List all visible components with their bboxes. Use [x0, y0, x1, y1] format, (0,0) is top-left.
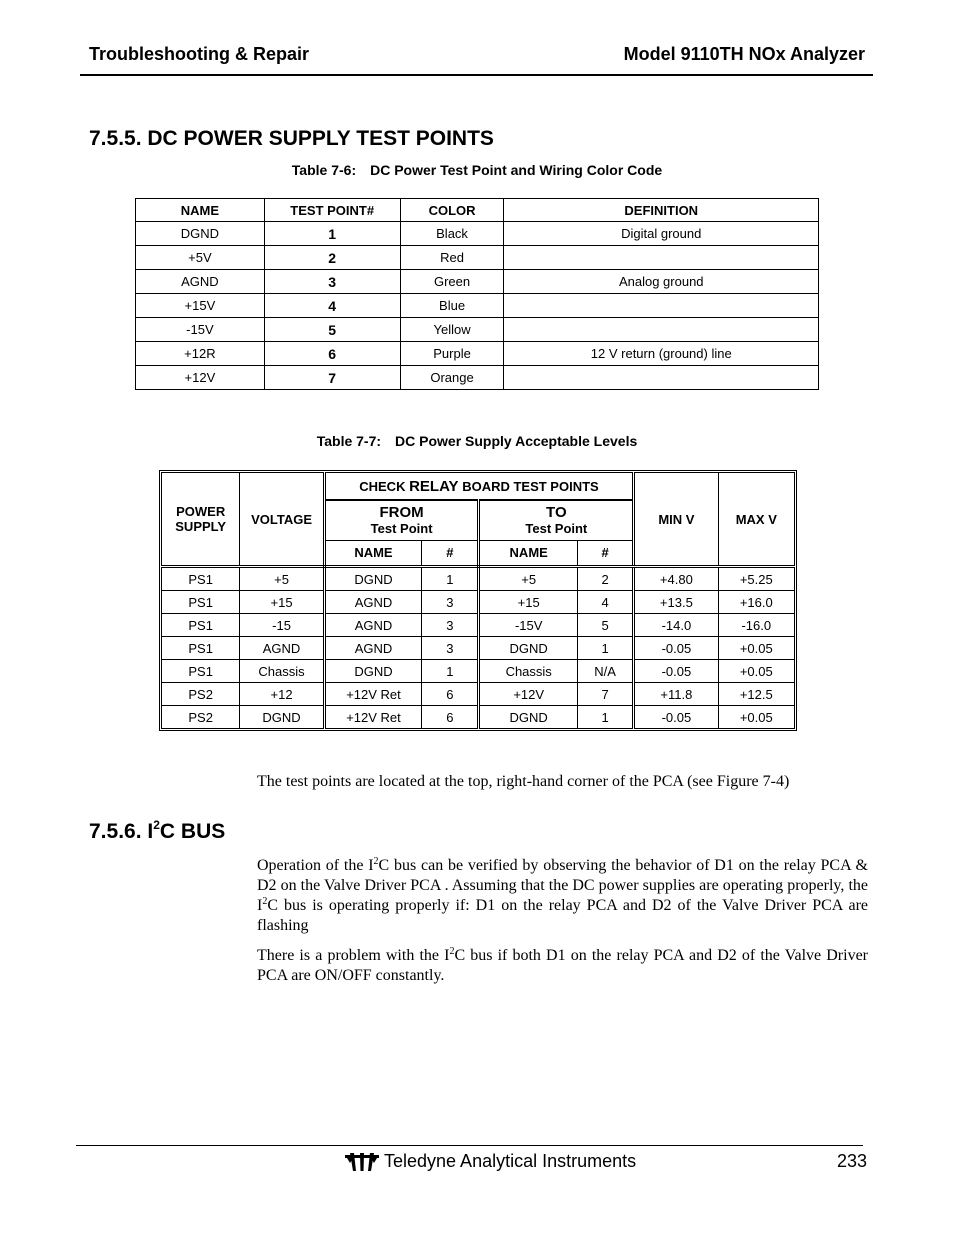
cell-name: +5V [136, 246, 265, 270]
cell-min-v: -14.0 [634, 614, 718, 637]
cell-max-v: +0.05 [718, 660, 794, 683]
test-point-location-note: The test points are located at the top, right-hand corner of the PCA (see Figure 7-4) [257, 773, 790, 790]
section-title-i2c-bus [89, 820, 225, 844]
cell-voltage: DGND [240, 706, 324, 729]
cell-definition [504, 318, 819, 342]
table-row [162, 660, 795, 683]
table-row [162, 614, 795, 637]
table-row [136, 270, 819, 294]
cell-voltage: +5 [240, 567, 324, 591]
cell-power-supply: PS2 [162, 683, 240, 706]
cell-voltage: AGND [240, 637, 324, 660]
cell-max-v: +0.05 [718, 706, 794, 729]
running-header-model: Model 9110TH NOx Analyzer [623, 44, 865, 64]
table-7-7-caption [0, 433, 954, 449]
col-header-max-v: MAX V [718, 473, 794, 567]
cell-to-num: 1 [577, 637, 633, 660]
col-header-test-point: TEST POINT# [264, 199, 400, 222]
header-rule [80, 74, 873, 76]
relay-label: RELAY [409, 477, 459, 495]
table-row [136, 318, 819, 342]
cell-to-num: 1 [577, 706, 633, 729]
cell-to-name: +12V [479, 683, 577, 706]
cell-test-point: 5 [264, 318, 400, 342]
col-header-from-name: NAME [324, 540, 421, 566]
cell-test-point: 7 [264, 366, 400, 390]
col-header-to-num: # [577, 540, 633, 566]
p2-superscript: 2 [449, 946, 455, 957]
table-7-6-caption-number: Table 7-6: [291, 162, 357, 178]
cell-max-v: +12.5 [718, 683, 794, 706]
board-test-points-label: BOARD TEST POINTS [462, 478, 599, 494]
cell-power-supply: PS1 [162, 567, 240, 591]
cell-from-num: 3 [422, 591, 479, 614]
cell-power-supply: PS1 [162, 637, 240, 660]
cell-max-v: -16.0 [718, 614, 794, 637]
cell-to-name: Chassis [479, 660, 577, 683]
cell-definition [504, 246, 819, 270]
cell-from-num: 3 [422, 637, 479, 660]
section-title-prefix: 7.5.6. I [89, 820, 154, 843]
cell-name: DGND [136, 222, 265, 246]
from-label: FROM [379, 504, 424, 522]
cell-voltage: +12 [240, 683, 324, 706]
table-header-row [162, 473, 795, 501]
p2-part-b: C bus if both D1 on the relay PCA and D2 of the Valve Driver PCA are ON/OFF constantly. [257, 947, 869, 984]
cell-color: Black [400, 222, 504, 246]
cell-name: -15V [136, 318, 265, 342]
col-header-power-supply [162, 473, 240, 567]
table-row [162, 567, 795, 591]
p1-part-c: C bus is operating properly if: D1 on the relay PCA and D2 of the Valve Driver PCA are flashing [257, 897, 868, 934]
cell-color: Orange [400, 366, 504, 390]
group-header-from [324, 500, 479, 540]
p2-part-a: There is a problem with the I [257, 947, 450, 964]
cell-to-name: -15V [479, 614, 577, 637]
cell-power-supply: PS1 [162, 591, 240, 614]
table-7-6-caption-text: DC Power Test Point and Wiring Color Code [370, 162, 663, 178]
cell-test-point: 4 [264, 294, 400, 318]
table-header-row [136, 199, 819, 222]
section-title-dc-power: 7.5.5. DC POWER SUPPLY TEST POINTS [89, 127, 494, 150]
p1-superscript-1: 2 [373, 856, 379, 867]
cell-test-point: 1 [264, 222, 400, 246]
cell-from-name: +12V Ret [324, 706, 421, 729]
col-header-power-line2: SUPPLY [175, 519, 227, 534]
cell-color: Blue [400, 294, 504, 318]
table-power-supply-levels [161, 472, 795, 729]
cell-color: Green [400, 270, 504, 294]
cell-definition: 12 V return (ground) line [504, 342, 819, 366]
table-row [162, 637, 795, 660]
table-row [162, 706, 795, 729]
cell-voltage: -15 [240, 614, 324, 637]
col-header-voltage: VOLTAGE [240, 473, 324, 567]
col-header-from-num: # [422, 540, 479, 566]
cell-to-num: 7 [577, 683, 633, 706]
cell-min-v: -0.05 [634, 706, 718, 729]
cell-min-v: +4.80 [634, 567, 718, 591]
table-dc-test-points [135, 198, 819, 390]
cell-to-name: DGND [479, 706, 577, 729]
cell-to-name: +5 [479, 567, 577, 591]
cell-max-v: +0.05 [718, 637, 794, 660]
cell-from-name: +12V Ret [324, 683, 421, 706]
footer-rule [76, 1145, 863, 1146]
cell-max-v: +16.0 [718, 591, 794, 614]
cell-power-supply: PS1 [162, 660, 240, 683]
cell-to-name: DGND [479, 637, 577, 660]
cell-color: Purple [400, 342, 504, 366]
p1-part-b: C bus can be verified by observing the behavior of D1 on the relay PCA & D2 on the Valve Driver PCA . Assuming that the DC power supplies are operating properly, the I [257, 857, 869, 914]
cell-name: +12R [136, 342, 265, 366]
table-power-levels-frame [159, 470, 797, 731]
cell-min-v: -0.05 [634, 637, 718, 660]
cell-to-num: 4 [577, 591, 633, 614]
i2c-paragraph-2 [257, 946, 868, 986]
page-number: 233 [836, 1151, 867, 1171]
cell-test-point: 6 [264, 342, 400, 366]
table-row [162, 591, 795, 614]
cell-color: Red [400, 246, 504, 270]
cell-from-num: 6 [422, 706, 479, 729]
cell-to-num: N/A [577, 660, 633, 683]
section-title-suffix: C BUS [159, 820, 226, 843]
cell-from-num: 1 [422, 660, 479, 683]
footer-company: Teledyne Analytical Instruments [384, 1151, 637, 1171]
cell-from-num: 6 [422, 683, 479, 706]
cell-min-v: +13.5 [634, 591, 718, 614]
col-header-definition: DEFINITION [504, 199, 819, 222]
i2c-paragraph-1 [257, 856, 868, 936]
check-label: CHECK [359, 478, 406, 494]
cell-from-name: DGND [324, 660, 421, 683]
table-row [136, 222, 819, 246]
cell-name: +12V [136, 366, 265, 390]
table-7-7-caption-text: DC Power Supply Acceptable Levels [395, 433, 638, 449]
cell-from-name: AGND [324, 637, 421, 660]
cell-definition: Analog ground [504, 270, 819, 294]
to-label: TO [546, 504, 567, 522]
col-header-to-name: NAME [479, 540, 577, 566]
cell-voltage: +15 [240, 591, 324, 614]
cell-definition [504, 366, 819, 390]
cell-from-name: AGND [324, 614, 421, 637]
cell-power-supply: PS1 [162, 614, 240, 637]
cell-to-name: +15 [479, 591, 577, 614]
col-header-color: COLOR [400, 199, 504, 222]
group-header-to [479, 500, 634, 540]
teledyne-logo-icon [345, 1151, 379, 1171]
cell-name: +15V [136, 294, 265, 318]
table-7-7-caption-number: Table 7-7: [316, 433, 382, 449]
p1-superscript-2: 2 [262, 896, 268, 907]
table-row [162, 683, 795, 706]
col-header-name: NAME [136, 199, 265, 222]
cell-voltage: Chassis [240, 660, 324, 683]
cell-power-supply: PS2 [162, 706, 240, 729]
table-row [136, 294, 819, 318]
cell-max-v: +5.25 [718, 567, 794, 591]
cell-to-num: 2 [577, 567, 633, 591]
group-header-check-relay [324, 473, 633, 501]
cell-to-num: 5 [577, 614, 633, 637]
running-header-section: Troubleshooting & Repair [89, 44, 310, 64]
to-test-point-label: Test Point [525, 521, 588, 537]
cell-min-v: -0.05 [634, 660, 718, 683]
table-7-6-caption [0, 162, 954, 178]
cell-name: AGND [136, 270, 265, 294]
cell-from-num: 3 [422, 614, 479, 637]
table-row [136, 246, 819, 270]
p1-part-a: Operation of the I [257, 857, 374, 874]
from-test-point-label: Test Point [370, 521, 433, 537]
cell-definition: Digital ground [504, 222, 819, 246]
cell-from-name: AGND [324, 591, 421, 614]
table-row [136, 342, 819, 366]
cell-from-name: DGND [324, 567, 421, 591]
cell-definition [504, 294, 819, 318]
cell-test-point: 3 [264, 270, 400, 294]
cell-test-point: 2 [264, 246, 400, 270]
cell-min-v: +11.8 [634, 683, 718, 706]
table-row [136, 366, 819, 390]
col-header-power-line1: POWER [176, 504, 226, 519]
col-header-min-v: MIN V [634, 473, 718, 567]
cell-color: Yellow [400, 318, 504, 342]
cell-from-num: 1 [422, 567, 479, 591]
section-title-superscript: 2 [153, 818, 160, 832]
